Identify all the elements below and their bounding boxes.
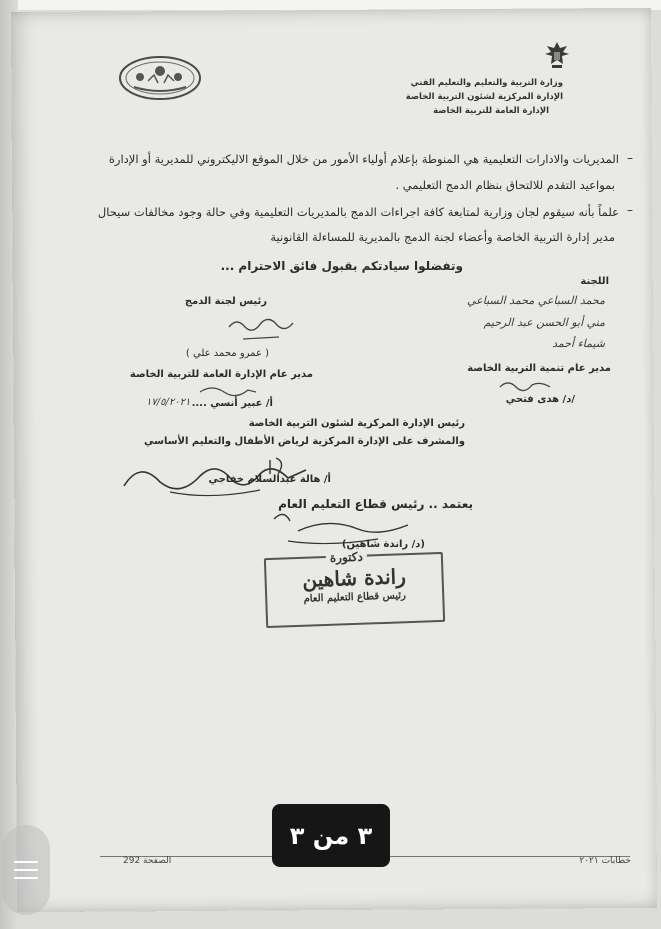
stamp-top-line: دكتورة	[326, 550, 367, 565]
footer-page-label: الصفحة 292	[123, 856, 172, 866]
committee-member-1: محمد السباعي محمد السباعي	[467, 294, 605, 307]
menu-icon	[14, 861, 38, 863]
footer-right-label: خطابات ٢٠٢١	[579, 856, 631, 866]
inclusion-committee-title: رئيس لجنة الدمج	[184, 296, 267, 307]
handwritten-signature-icon	[225, 313, 297, 343]
ministry-line-3: الإدارة العامة للتربية الخاصة	[433, 106, 549, 116]
page-indicator-badge: ٣ من ٣	[272, 804, 390, 867]
central-head-name: أ/ هالة عبدالسلام خفاجي	[208, 474, 331, 485]
menu-icon	[14, 869, 38, 871]
closing-greeting: وتفضلوا سيادتكم بقبول فائق الاحترام ...	[220, 259, 463, 273]
director-general-name: أ/ عبير أنسي ....	[191, 398, 273, 409]
official-stamp	[264, 549, 445, 628]
bullet-dash: –	[627, 151, 633, 165]
bullet-dash: –	[627, 203, 633, 217]
paragraph-2-line-1: علماً بأنه سيقوم لجان وزارية لمتابعة كافة اجراءات الدمج بالمديريات التعليمية وفي حالة وجود مخالفات سيحال	[97, 205, 619, 219]
ministry-line-2: الإدارة المركزية لشئون التربية الخاصة	[405, 92, 563, 102]
paragraph-1-line-2: بمواعيد التقدم للالتحاق بنظام الدمج التعليمي .	[395, 178, 615, 192]
paragraph-1-line-1: المديريات والادارات التعليمية هي المنوطة بإعلام أولياء الأمور من خلال الموقع الاليكتروني للمديرية أو الإدارة	[108, 152, 619, 166]
eagle-emblem-icon	[543, 40, 571, 70]
committee-title: اللجنة	[580, 276, 609, 287]
handwritten-signature-icon	[498, 377, 554, 393]
committee-member-3: شيماء أحمد	[552, 337, 605, 350]
special-director-title: مدير عام تنمية التربية الخاصة	[467, 363, 611, 374]
stamp-main-line: راندة شاهين	[301, 564, 407, 592]
central-head-line-2: والمشرف على الإدارة المركزية لرياض الأطفال والتعليم الأساسي	[144, 436, 465, 447]
approval-label: يعتمد .. رئيس قطاع التعليم العام	[278, 497, 473, 511]
approval-name: (د/ راندة شاهين)	[341, 539, 425, 550]
handwritten-note: ١٧/٥/٢٠٢١	[146, 397, 191, 408]
special-director-name: /د/ هدى فتحي	[505, 394, 575, 405]
scroll-handle[interactable]	[2, 825, 50, 915]
stamp-bottom-line: رئيس قطاع التعليم العام	[303, 590, 407, 605]
central-head-line-1: رئيس الإدارة المركزية لشئون التربية الخاصة	[248, 418, 465, 429]
handwritten-signature-icon	[198, 384, 258, 398]
committee-member-2: مني أبو الحسن عبد الرحيم	[483, 316, 605, 329]
inclusion-committee-name: ( عمرو محمد علي )	[185, 348, 269, 359]
paragraph-2-line-2: مدير إدارة التربية الخاصة وأعضاء لجنة الدمج بالمديرية للمساءلة القانونية	[270, 230, 615, 244]
director-general-title: مدير عام الإدارة العامة للتربية الخاصة	[129, 369, 313, 380]
document-page	[11, 8, 657, 912]
menu-icon	[14, 877, 38, 879]
ministry-line-1: وزارة التربية والتعليم والتعليم الفني	[410, 78, 563, 88]
department-seal-icon	[118, 55, 202, 101]
